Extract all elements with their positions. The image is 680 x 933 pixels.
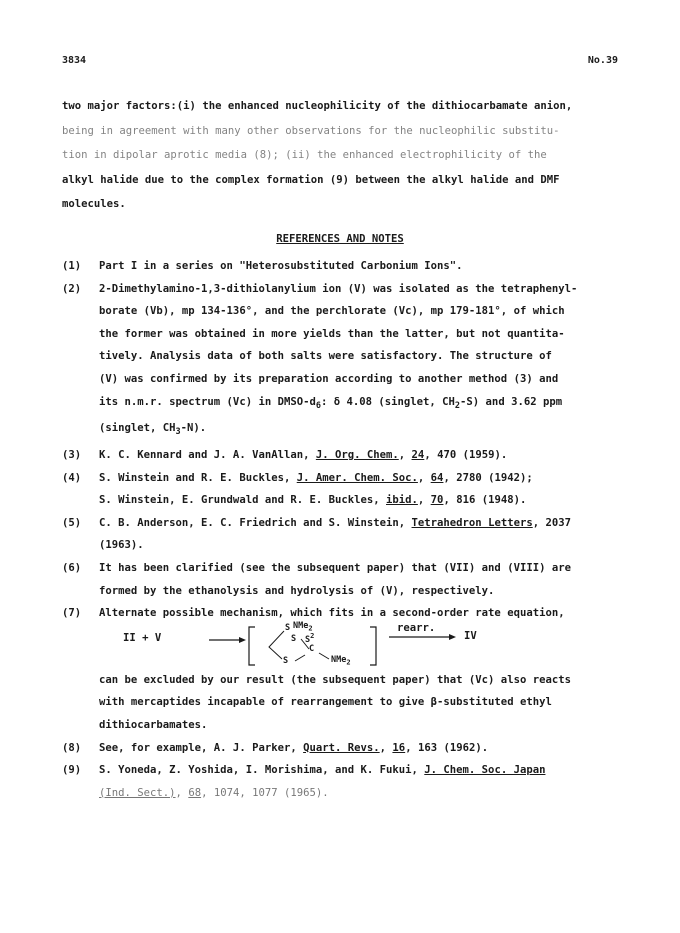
nmr-line: its n.m.r. spectrum (Vc) in DMSO-$d_6$: δ 4.08 (singlet, $CH_2-S$) and 3.62 ppm [99,395,563,411]
left-bracket [249,627,255,665]
product-label: IV [464,629,477,642]
reference-number: (2) [62,282,82,295]
reference-7 [62,602,632,736]
reference-number: (6) [62,561,82,574]
reference-line: the former was obtained in more yields than the latter, but not quantita- [99,327,565,340]
page-number: 3834 [62,55,87,66]
carbon-atom: C [309,643,315,654]
volume-number: 16 [392,741,406,754]
reference-line: C. B. Anderson, E. C. Friedrich and S. Winstein, Tetrahedron Letters, 2037 [99,516,571,529]
reference-9 [62,759,632,804]
reference-line: (Ind. Sect.), 68, 1074, 1077 (1965). [99,786,329,799]
ring-atom: S [285,622,291,633]
intro-line: two major factors:(i) the enhanced nucleophilicity of the dithiocarbamate anion, [62,100,573,112]
dimethylamino-group: NMe$_2$ [293,620,313,633]
journal-name: Tetrahedron Letters [411,516,533,529]
references-heading: REFERENCES AND NOTES [276,233,404,245]
volume-number: 64 [430,471,444,484]
ring-bond [319,653,329,659]
reference-line: Alternate possible mechanism, which fits in a second-order rate equation, [99,607,565,620]
journal-name: J. Amer. Chem. Soc. [296,471,418,484]
reference-line: 2-Dimethylamino-1,3-dithiolanylium ion (V) was isolated as the tetraphenyl- [99,282,578,295]
reactants: II + V [123,631,162,644]
reference-8 [62,737,632,760]
journal-section: (Ind. Sect.) [99,786,176,799]
reference-number: (8) [62,741,82,754]
reference-line: See, for example, A. J. Parker, Quart. Revs., 16, 163 (1962). [99,741,489,754]
ring-bond [269,631,284,659]
issue-number: No.39 [587,55,618,66]
reference-4 [62,467,632,512]
reference-line: S. Winstein, E. Grundwald and R. E. Buckles, ibid., 70, 816 (1948). [99,494,527,507]
intro-line: being in agreement with many other observations for the nucleophilic substitu- [62,124,560,137]
ring-atom: $S^2$ [305,630,315,645]
reference-line: with mercaptides incapable of rearrangement to give β-substituted ethyl [99,696,552,709]
reference-line: It has been clarified (see the subsequent paper) that (VII) and (VIII) are [99,561,571,574]
journal-name: J. Org. Chem. [315,448,399,461]
reference-1 [62,255,632,278]
reference-number: (4) [62,471,82,484]
reference-number: (7) [62,607,82,620]
intro-paragraph [62,94,622,217]
reference-line: Part I in a series on "Heterosubstituted Carbonium Ions". [99,260,463,272]
arrow-head [449,634,456,640]
intro-line: alkyl halide due to the complex formation (9) between the alkyl halide and DMF [62,173,560,186]
scheme-drawing [99,622,639,669]
reference-number: (9) [62,764,82,777]
ring-atom: S [291,633,297,644]
ring-atom: S [283,655,289,666]
reference-3 [62,444,632,467]
reference-line: borate (Vb), mp 134-136°, and the perchlorate (Vc), mp 179-181°, of which [99,305,565,318]
dimethylamino-group: NMe$_2$ [331,654,351,667]
reference-line: formed by the ethanolysis and hydrolysis of (V), respectively. [99,584,495,597]
reference-line: tively. Analysis data of both salts were satisfactory. The structure of [99,350,552,363]
reference-line: dithiocarbamates. [99,718,208,731]
reference-6 [62,557,632,602]
volume-number: 68 [188,786,202,799]
reference-line: can be excluded by our result (the subsequent paper) that (Vc) also reacts [99,673,571,686]
journal-name: ibid. [386,494,418,507]
reference-line: (singlet, $CH_3-N$). [99,422,207,438]
journal-name: J. Chem. Soc. Japan [424,764,546,777]
ring-bond [295,655,305,661]
reference-line: S. Yoneda, Z. Yoshida, I. Morishima, and K. Fukui, J. Chem. Soc. Japan [99,764,546,777]
reference-line: S. Winstein and R. E. Buckles, J. Amer. Chem. Soc., 64, 2780 (1942); [99,471,533,484]
reference-line: K. C. Kennard and J. A. VanAllan, J. Org. Chem., 24, 470 (1959). [99,448,508,461]
intro-line: tion in dipolar aprotic media (8); (ii) the enhanced electrophilicity of the [62,149,547,162]
reference-line: (1963). [99,539,144,552]
volume-number: 70 [430,494,444,507]
reference-5 [62,512,632,557]
reference-number: (5) [62,516,82,529]
reference-2 [62,278,632,444]
journal-name: Quart. Revs. [303,741,380,754]
reference-number: (3) [62,448,82,461]
reaction-scheme [99,620,632,669]
references-list [62,255,632,804]
volume-number: 24 [411,448,425,461]
right-bracket [370,627,376,665]
reference-line: (V) was confirmed by its preparation according to another method (3) and [99,372,559,385]
reference-number: (1) [62,260,82,272]
rearrangement-label: rearr. [397,621,436,634]
intro-line: molecules. [62,198,126,211]
arrow-head [239,637,246,643]
